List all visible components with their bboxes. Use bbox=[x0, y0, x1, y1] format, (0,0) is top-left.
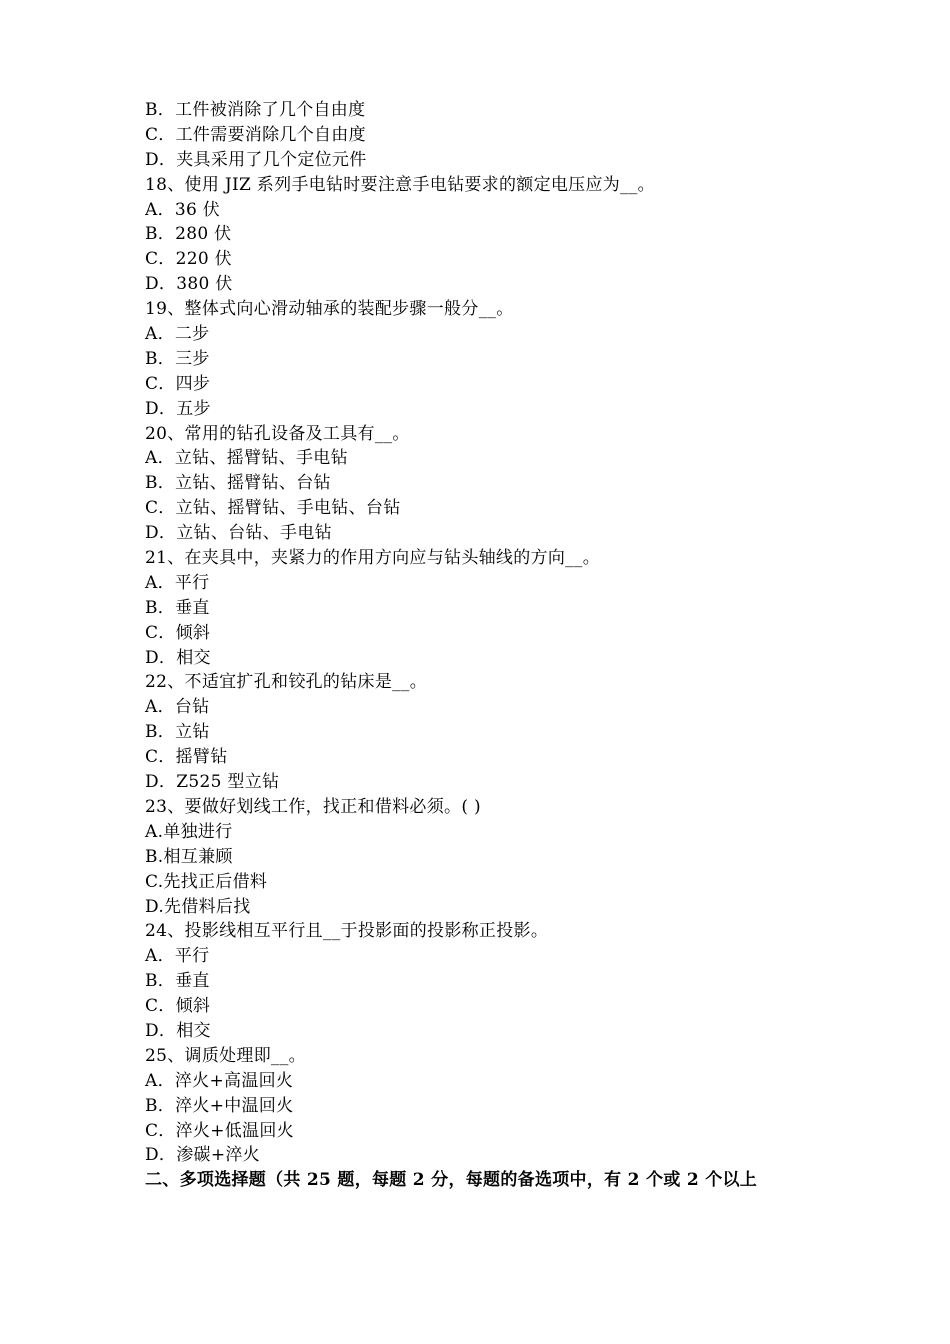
q18-option-b: B．280 伏 bbox=[145, 224, 232, 245]
q20-option-a: A．立钻、摇臂钻、手电钻 bbox=[145, 448, 348, 469]
option-c-line: C．工件需要消除几个自由度 bbox=[145, 124, 366, 145]
q18-option-d: D．380 伏 bbox=[145, 274, 233, 295]
q20-option-c: C．立钻、摇臂钻、手电钻、台钻 bbox=[145, 498, 401, 519]
question-20: 20、常用的钻孔设备及工具有__。 bbox=[145, 423, 410, 444]
q22-option-c: C．摇臂钻 bbox=[145, 747, 228, 768]
q24-option-b: B．垂直 bbox=[145, 971, 210, 992]
question-18: 18、使用 JIZ 系列手电钻时要注意手电钻要求的额定电压应为__。 bbox=[145, 174, 655, 195]
section-heading: 二、多项选择题（共 25 题，每题 2 分，每题的备选项中，有 2 个或 2 个以上 bbox=[145, 1170, 758, 1191]
q25-option-c: C．淬火+低温回火 bbox=[145, 1120, 294, 1141]
q23-option-d: D.先借料后找 bbox=[145, 896, 251, 917]
question-25: 25、调质处理即__。 bbox=[145, 1045, 306, 1066]
q20-option-b: B．立钻、摇臂钻、台钻 bbox=[145, 473, 331, 494]
q22-option-d: D．Z525 型立钻 bbox=[145, 772, 280, 793]
q24-option-c: C．倾斜 bbox=[145, 996, 211, 1017]
option-b-line: B．工件被消除了几个自由度 bbox=[145, 100, 366, 120]
q25-option-d: D．渗碳+淬火 bbox=[145, 1145, 260, 1166]
q23-option-c: C.先找正后借料 bbox=[145, 871, 268, 892]
q21-option-b: B．垂直 bbox=[145, 597, 210, 618]
q18-option-c: C．220 伏 bbox=[145, 249, 232, 270]
q20-option-d: D．立钻、台钻、手电钻 bbox=[145, 523, 332, 544]
q22-option-b: B．立钻 bbox=[145, 722, 210, 743]
document-page bbox=[145, 98, 825, 1193]
question-22: 22、不适宜扩孔和铰孔的钻床是__。 bbox=[145, 672, 428, 693]
option-d-line: D．夹具采用了几个定位元件 bbox=[145, 149, 367, 170]
question-23: 23、要做好划线工作，找正和借料必须。( ) bbox=[145, 796, 481, 817]
q23-option-b: B.相互兼顾 bbox=[145, 846, 233, 867]
question-21: 21、在夹具中，夹紧力的作用方向应与钻头轴线的方向__。 bbox=[145, 548, 601, 569]
question-24: 24、投影线相互平行且__于投影面的投影称正投影。 bbox=[145, 921, 549, 942]
q19-option-a: A．二步 bbox=[145, 324, 210, 345]
q24-option-a: A．平行 bbox=[145, 946, 210, 967]
q22-option-a: A．台钻 bbox=[145, 697, 210, 718]
q25-option-b: B．淬火+中温回火 bbox=[145, 1095, 294, 1116]
question-19: 19、整体式向心滑动轴承的装配步骤一般分__。 bbox=[145, 299, 514, 320]
q25-option-a: A．淬火+高温回火 bbox=[145, 1070, 294, 1091]
q19-option-d: D．五步 bbox=[145, 398, 211, 419]
q21-option-c: C．倾斜 bbox=[145, 622, 211, 643]
q24-option-d: D．相交 bbox=[145, 1020, 211, 1041]
q18-option-a: A．36 伏 bbox=[145, 199, 221, 220]
q19-option-c: C．四步 bbox=[145, 373, 211, 394]
q19-option-b: B．三步 bbox=[145, 348, 210, 369]
q21-option-a: A．平行 bbox=[145, 572, 210, 593]
q21-option-d: D．相交 bbox=[145, 647, 211, 668]
q23-option-a: A.单独进行 bbox=[145, 821, 233, 842]
